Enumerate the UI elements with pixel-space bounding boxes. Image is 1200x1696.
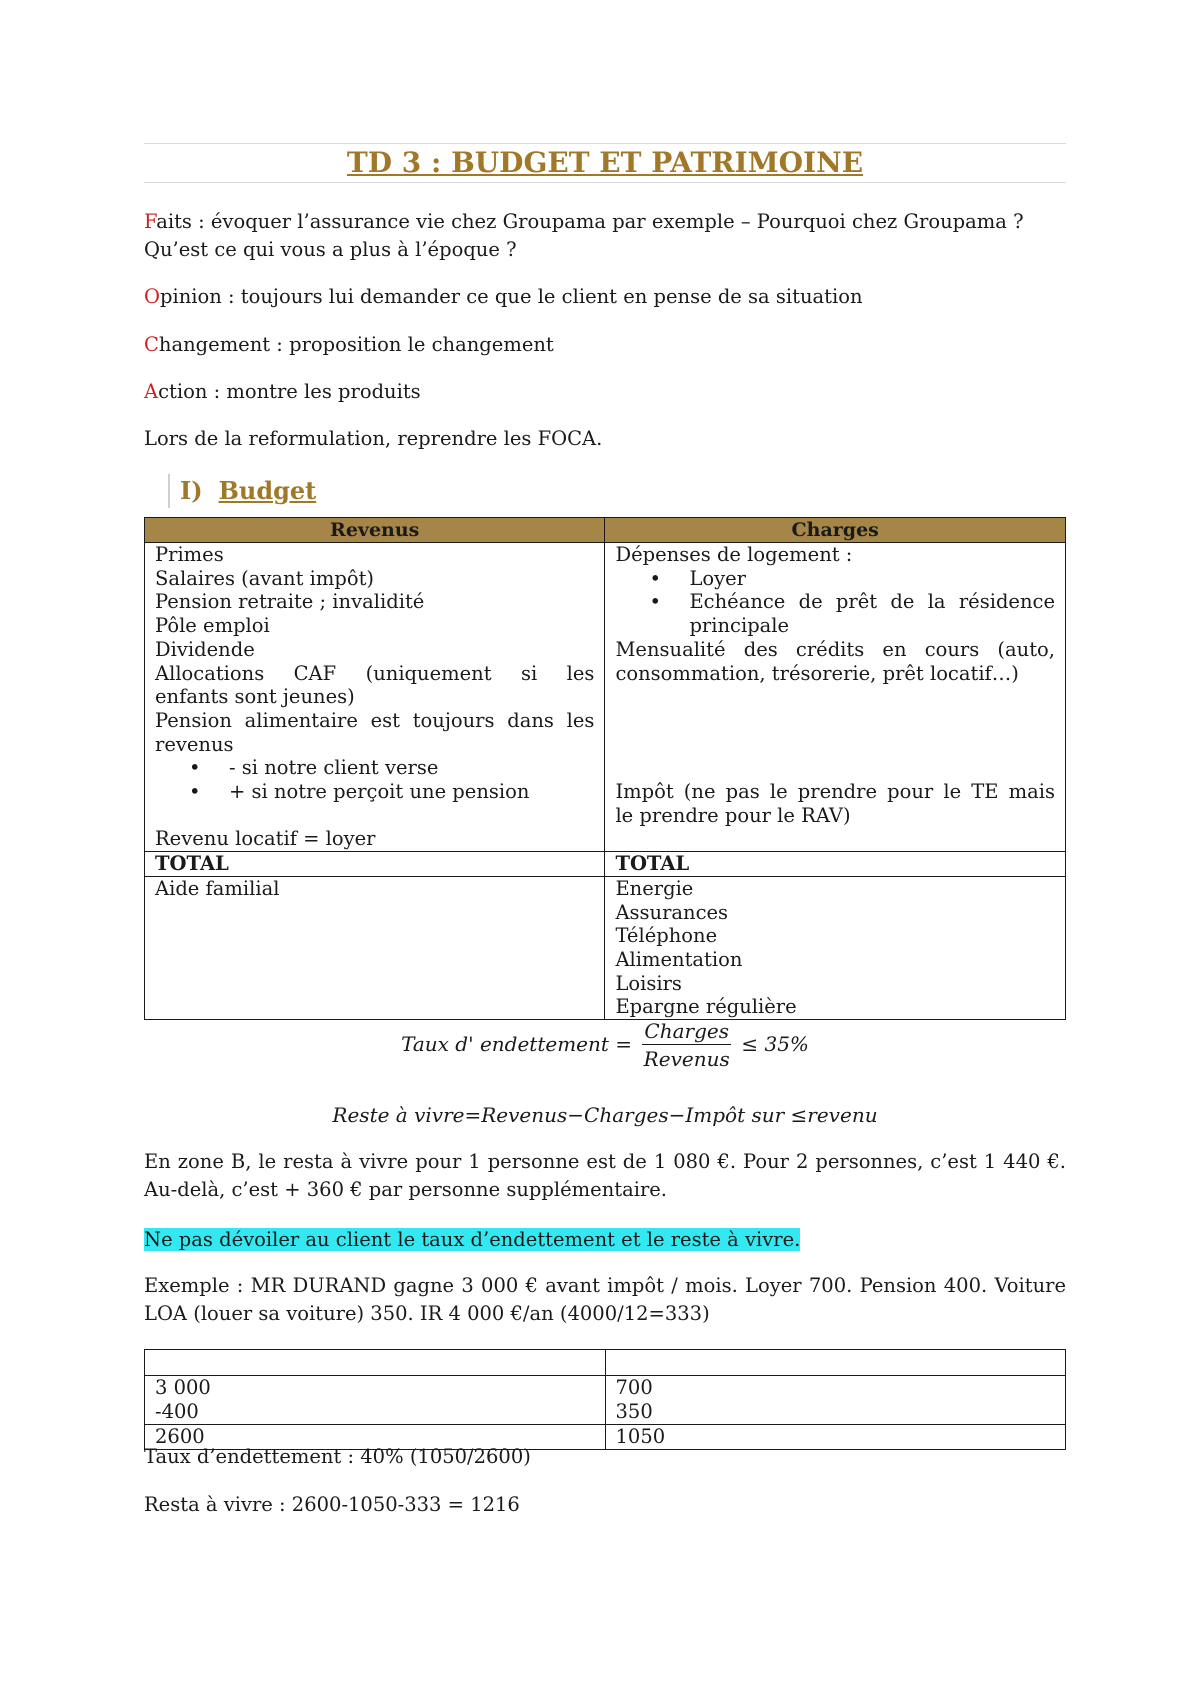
charge-item: Assurances	[615, 900, 729, 924]
foca-text: pinion : toujours lui demander ce que le client en pense de sa situation	[160, 285, 863, 308]
formula-taux-endettement	[144, 1018, 1066, 1073]
reformulation-text: Lors de la reformulation, reprendre les FOCA.	[144, 427, 603, 450]
example-total-left: 2600	[145, 1425, 606, 1450]
bullet-text-cont: principale	[689, 614, 790, 638]
bullet-item	[155, 756, 594, 780]
bullet-item	[615, 567, 1055, 591]
example-value: 700	[615, 1376, 653, 1399]
bullet-dot: •	[649, 566, 661, 590]
formula-lhs: Taux d' endettement =	[401, 1032, 633, 1056]
warning-paragraph	[144, 1226, 1066, 1254]
aide-cell	[145, 876, 605, 1019]
revenu-item-locatif: Revenu locatif = loyer	[155, 827, 376, 851]
charge-item: Epargne régulière	[615, 995, 797, 1019]
example-value: -400	[155, 1400, 199, 1423]
bullet-dot: •	[649, 590, 661, 614]
spacer	[155, 804, 594, 828]
reste-result: Resta à vivre : 2600-1050-333 = 1216	[144, 1493, 520, 1516]
zone-b-text: En zone B, le resta à vivre pour 1 personne est de 1 080 €. Pour 2 personnes, c’est 1 440 €. Au-delà, c’est + 360 € par personne supplémentaire.	[144, 1150, 1066, 1201]
foca-text: aits : évoquer l’assurance vie chez Groupama par exemple – Pourquoi chez Groupama ? Qu’est ce qui vous a plus à l’époque ?	[144, 210, 1024, 261]
bullet-text: Loyer	[689, 566, 747, 590]
foca-letter: A	[144, 380, 159, 403]
charge-mensualite-cont: consommation, trésorerie, prêt locatif…)	[615, 661, 1019, 685]
formula-rhs: ≤ 35%	[741, 1032, 809, 1056]
spacer	[615, 685, 1055, 780]
revenu-item-pension-cont: revenus	[155, 732, 234, 756]
example-value: 350	[615, 1400, 653, 1423]
example-header-left	[145, 1350, 606, 1376]
example-charges-cell	[605, 1376, 1066, 1425]
example-value: 3 000	[155, 1376, 211, 1399]
fraction-numerator: Charges	[644, 1019, 729, 1043]
section-title: Budget	[218, 476, 317, 505]
foca-changement	[144, 331, 1066, 359]
example-revenus-cell	[145, 1376, 606, 1425]
bullet-item	[155, 780, 594, 804]
example-header-right	[605, 1350, 1066, 1376]
charge-impot-cont: le prendre pour le RAV)	[615, 803, 851, 827]
revenu-item: Pension retraite ; invalidité	[155, 590, 425, 614]
revenu-item-caf: Allocations CAF (uniquement si les	[155, 661, 595, 685]
taux-result: Taux d’endettement : 40% (1050/2600)	[144, 1445, 531, 1468]
revenu-item: Salaires (avant impôt)	[155, 566, 375, 590]
foca-action	[144, 378, 1066, 406]
header-revenus: Revenus	[145, 518, 605, 543]
revenu-item-pension: Pension alimentaire est toujours dans les	[155, 708, 595, 732]
charge-item: Energie	[615, 876, 694, 900]
charges-cell	[605, 543, 1066, 852]
foca-letter: F	[144, 210, 157, 233]
foca-opinion	[144, 283, 1066, 311]
bullet-text: + si notre perçoit une pension	[229, 780, 530, 804]
foca-faits	[144, 208, 1066, 264]
bullet-text: Echéance de prêt de la résidence	[689, 590, 1055, 614]
budget-table	[144, 517, 1066, 1020]
charge-item: Téléphone	[615, 924, 718, 948]
other-charges-cell	[605, 876, 1066, 1019]
revenu-item: Primes	[155, 543, 224, 566]
foca-letter: O	[144, 285, 160, 308]
total-revenus: TOTAL	[145, 852, 605, 877]
revenus-cell	[145, 543, 605, 852]
revenu-item: Pôle emploi	[155, 614, 270, 638]
foca-text: hangement : proposition le changement	[158, 333, 554, 356]
header-charges: Charges	[605, 518, 1066, 543]
exemple-text: Exemple : MR DURAND gagne 3 000 € avant impôt / mois. Loyer 700. Pension 400. Voiture LOA (louer sa voiture) 350. IR 4 000 €/an (4000/12=333)	[144, 1274, 1066, 1325]
foca-letter: C	[144, 333, 159, 356]
bullet-item	[615, 590, 1055, 637]
section-heading-budget	[168, 474, 316, 508]
title-block	[144, 143, 1066, 183]
total-charges: TOTAL	[605, 852, 1066, 877]
bullet-text: - si notre client verse	[229, 756, 439, 780]
charge-intro: Dépenses de logement :	[615, 543, 853, 566]
formula-reste-a-vivre: Reste à vivre=Revenus−Charges−Impôt sur ≤revenu	[332, 1103, 878, 1127]
charge-item: Loisirs	[615, 971, 682, 995]
foca-text: ction : montre les produits	[158, 380, 421, 403]
aide-familial: Aide familial	[155, 876, 280, 900]
revenu-item: Dividende	[155, 637, 255, 661]
example-total-right: 1050	[605, 1425, 1066, 1450]
fraction-denominator: Revenus	[643, 1047, 730, 1071]
bullet-dot: •	[189, 756, 201, 780]
charge-mensualite: Mensualité des crédits en cours (auto,	[615, 637, 1055, 661]
section-number: I)	[180, 476, 203, 505]
charge-item: Alimentation	[615, 947, 743, 971]
revenu-item-caf-cont: enfants sont jeunes)	[155, 685, 355, 709]
example-table	[144, 1349, 1066, 1450]
page-title: TD 3 : BUDGET ET PATRIMOINE	[346, 146, 864, 179]
bullet-text-wrap	[689, 590, 1055, 637]
charge-impot: Impôt (ne pas le prendre pour le TE mais	[615, 780, 1055, 804]
formula-fraction	[642, 1018, 731, 1073]
warning-highlight: Ne pas dévoiler au client le taux d’endettement et le reste à vivre.	[144, 1228, 801, 1251]
bullet-dot: •	[189, 780, 201, 804]
